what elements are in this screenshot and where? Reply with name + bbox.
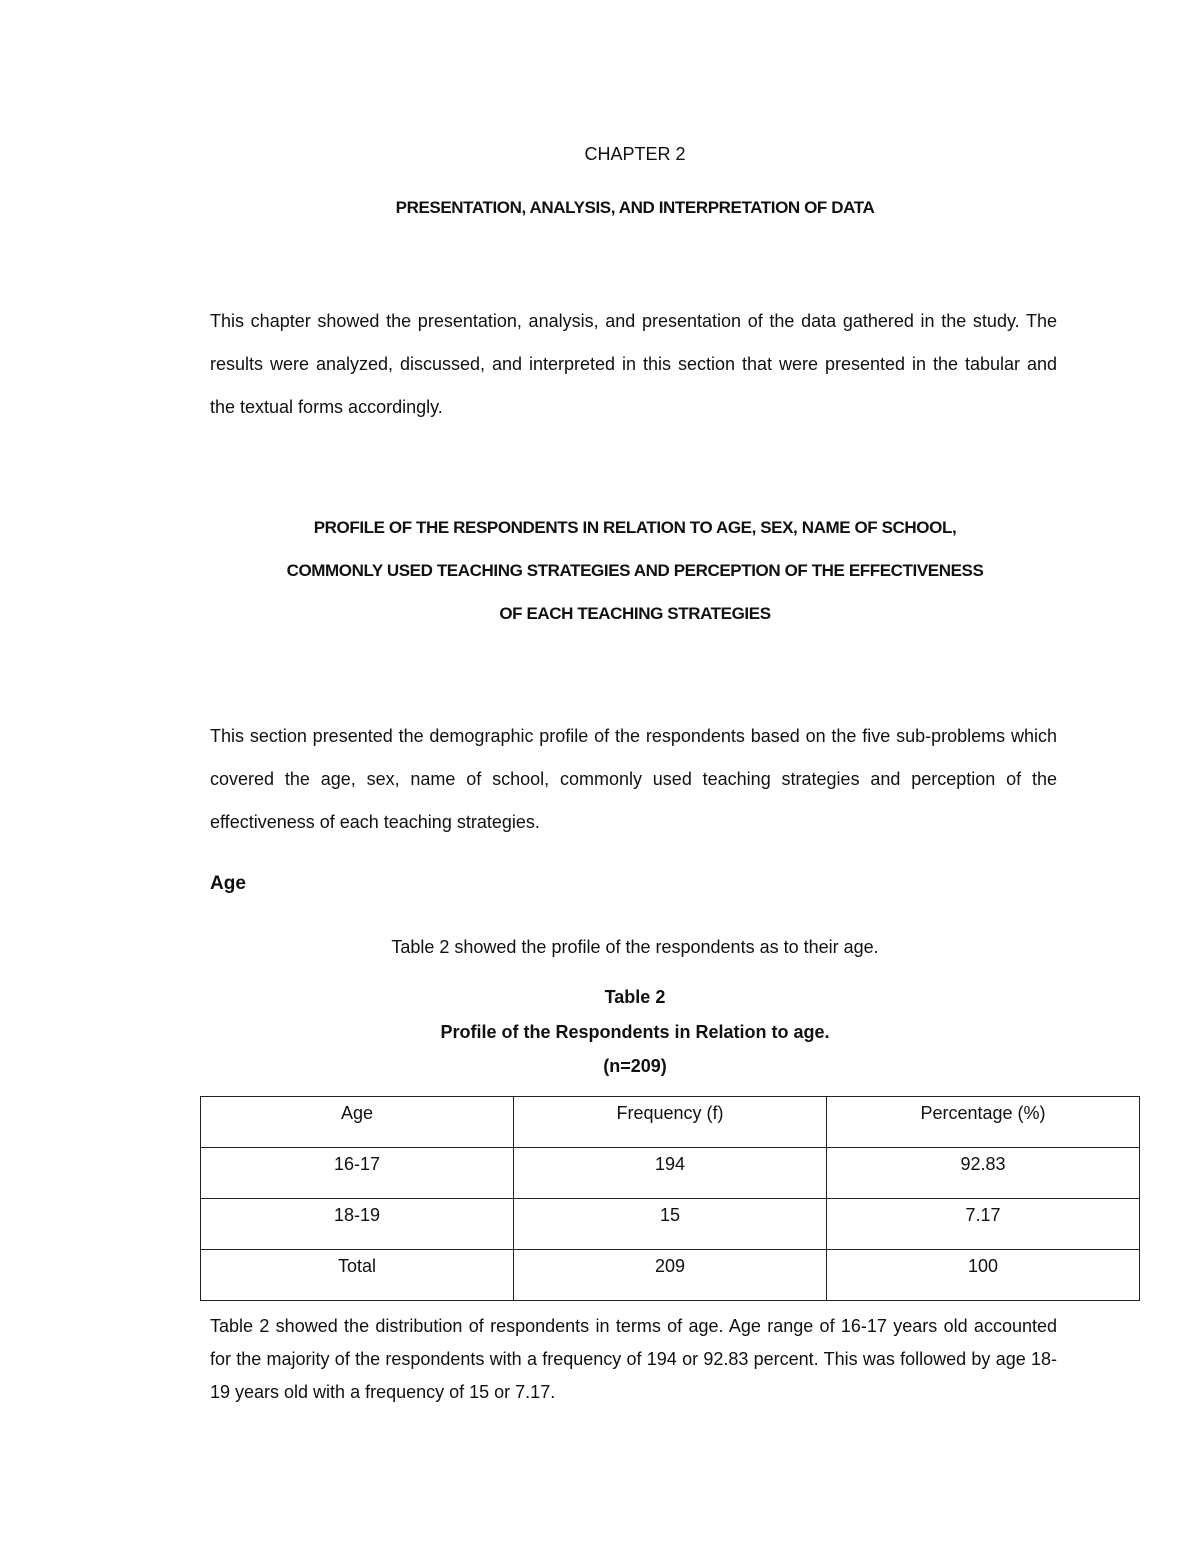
cell-percentage: 7.17 — [827, 1199, 1140, 1250]
age-profile-table — [200, 1096, 1140, 1301]
table-n: (n=209) — [603, 1056, 667, 1076]
header-age: Age — [201, 1097, 514, 1148]
cell-age: 16-17 — [201, 1148, 514, 1199]
discussion-paragraph: Table 2 showed the distribution of respondents in terms of age. Age range of 16-17 years old accounted for the majority of the respondents with a frequency of 194 or 92.83 percent. This was followed by age 18-19 years old with a frequency of 15 or 7.17. — [210, 1316, 1057, 1402]
cell-percentage: 100 — [827, 1250, 1140, 1301]
table-header-row — [201, 1097, 1140, 1148]
cell-frequency: 15 — [514, 1199, 827, 1250]
section-paragraph: This section presented the demographic profile of the respondents based on the five sub-problems which covered the age, sex, name of school, commonly used teaching strategies and perception of the effectiveness of each teaching strategies. — [210, 726, 1057, 832]
chapter-title: PRESENTATION, ANALYSIS, AND INTERPRETATION OF DATA — [395, 198, 875, 217]
section-heading-line-3: OF EACH TEACHING STRATEGIES — [499, 604, 771, 623]
table-title: Profile of the Respondents in Relation to age. — [440, 1022, 830, 1042]
table-row — [201, 1148, 1140, 1199]
cell-percentage: 92.83 — [827, 1148, 1140, 1199]
intro-paragraph: This chapter showed the presentation, analysis, and presentation of the data gathered in the study. The results were analyzed, discussed, and interpreted in this section that were presented in the tabular and the textual forms accordingly. — [210, 311, 1057, 417]
header-frequency: Frequency (f) — [514, 1097, 827, 1148]
table-intro: Table 2 showed the profile of the respondents as to their age. — [391, 937, 879, 957]
table-total-row — [201, 1250, 1140, 1301]
section-heading-line-2: COMMONLY USED TEACHING STRATEGIES AND PERCEPTION OF THE EFFECTIVENESS — [286, 561, 984, 580]
cell-frequency: 209 — [514, 1250, 827, 1301]
cell-frequency: 194 — [514, 1148, 827, 1199]
section-heading-line-1: PROFILE OF THE RESPONDENTS IN RELATION TO AGE, SEX, NAME OF SCHOOL, — [313, 518, 957, 537]
cell-age: 18-19 — [201, 1199, 514, 1250]
header-percentage: Percentage (%) — [827, 1097, 1140, 1148]
cell-age: Total — [201, 1250, 514, 1301]
chapter-label: CHAPTER 2 — [584, 144, 686, 164]
table-row — [201, 1199, 1140, 1250]
age-subheading: Age — [210, 873, 246, 894]
table-label: Table 2 — [604, 987, 666, 1007]
